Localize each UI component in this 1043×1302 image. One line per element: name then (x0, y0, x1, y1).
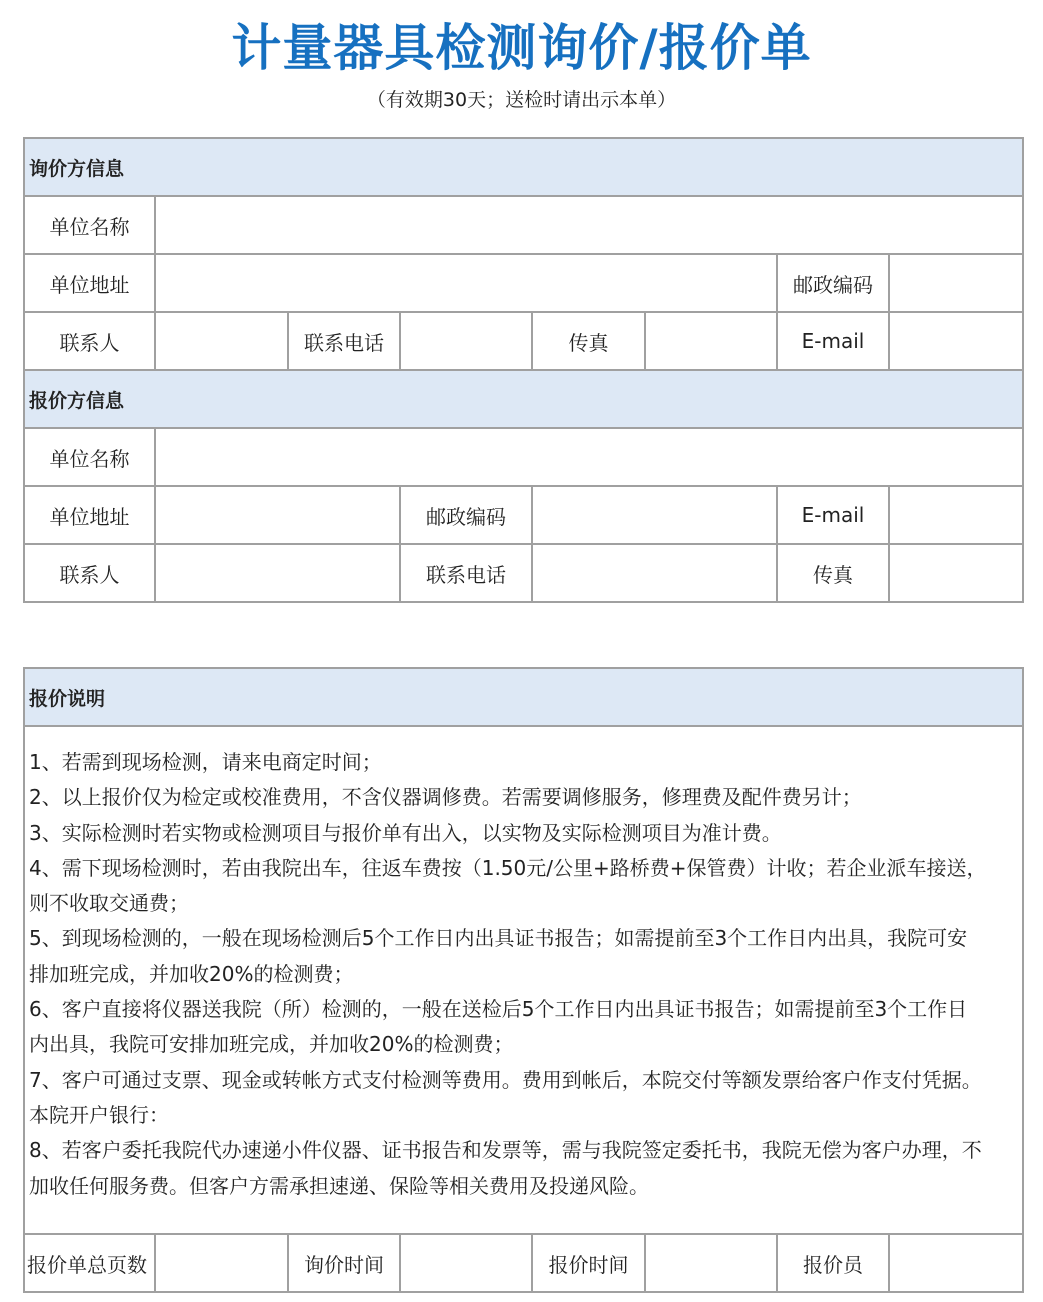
quoter-address-field[interactable] (155, 486, 400, 544)
quoter-email-field[interactable] (889, 486, 1023, 544)
label-email: E-mail (777, 312, 889, 370)
inquirer-phone-field[interactable] (400, 312, 532, 370)
label-unit-name: 单位名称 (24, 428, 155, 486)
party-info-table (23, 137, 1024, 603)
label-unit-name: 单位名称 (24, 196, 155, 254)
note-line: 则不收取交通费； (29, 891, 189, 916)
label-quoter: 报价员 (777, 1234, 889, 1292)
subtitle: （有效期30天；送检时请出示本单） (366, 89, 677, 111)
inquirer-contact-field[interactable] (155, 312, 288, 370)
inquirer-postcode-field[interactable] (889, 254, 1023, 312)
quoter-contact-field[interactable] (155, 544, 400, 602)
note-line: 7、客户可通过支票、现金或转帐方式支付检测等费用。费用到帐后，本院交付等额发票给客户作支付凭据。 (29, 1067, 982, 1092)
note-line: 6、客户直接将仪器送我院（所）检测的，一般在送检后5个工作日内出具证书报告；如需提前至3个工作日 (29, 997, 968, 1022)
quote-time-field[interactable] (645, 1234, 777, 1292)
inquirer-fax-field[interactable] (645, 312, 777, 370)
label-contact: 联系人 (24, 544, 155, 602)
label-unit-address: 单位地址 (24, 254, 155, 312)
note-line: 2、以上报价仅为检定或校准费用，不含仪器调修费。若需要调修服务，修理费及配件费另计； (29, 785, 862, 810)
notes-table (23, 667, 1024, 1293)
notes-body (24, 726, 1023, 1234)
total-pages-field[interactable] (155, 1234, 288, 1292)
note-line: 4、需下现场检测时，若由我院出车，往返车费按（1.50元/公里+路桥费+保管费）计收；若企业派车接送， (29, 855, 987, 880)
note-line: 8、若客户委托我院代办速递小件仪器、证书报告和发票等，需与我院签定委托书，我院无偿为客户办理，不 (29, 1138, 982, 1163)
quoter-phone-field[interactable] (532, 544, 777, 602)
label-postcode: 邮政编码 (400, 486, 532, 544)
label-contact: 联系人 (24, 312, 155, 370)
note-line: 加收任何服务费。但客户方需承担速递、保险等相关费用及投递风险。 (29, 1173, 649, 1198)
label-fax: 传真 (532, 312, 645, 370)
note-line: 内出具，我院可安排加班完成，并加收20%的检测费； (29, 1032, 514, 1057)
note-line: 1、若需到现场检测，请来电商定时间； (29, 750, 382, 774)
label-quote-time: 报价时间 (532, 1234, 645, 1292)
label-phone: 联系电话 (288, 312, 400, 370)
page-title: 计量器具检测询价/报价单 (231, 19, 812, 77)
label-phone: 联系电话 (400, 544, 532, 602)
note-line: 3、实际检测时若实物或检测项目与报价单有出入，以实物及实际检测项目为准计费。 (29, 820, 782, 845)
note-line: 5、到现场检测的，一般在现场检测后5个工作日内出具证书报告；如需提前至3个工作日内出具，我院可安 (29, 926, 968, 951)
inquirer-unit-name-field[interactable] (155, 196, 1023, 254)
quoter-fax-field[interactable] (889, 544, 1023, 602)
inquirer-section-header: 询价方信息 (24, 138, 1023, 196)
label-unit-address: 单位地址 (24, 486, 155, 544)
label-inquiry-time: 询价时间 (288, 1234, 400, 1292)
inquiry-time-field[interactable] (400, 1234, 532, 1292)
quoter-section-header: 报价方信息 (24, 370, 1023, 428)
label-email: E-mail (777, 486, 889, 544)
label-total-pages: 报价单总页数 (24, 1234, 155, 1292)
note-line: 本院开户银行： (29, 1102, 169, 1127)
inquirer-address-field[interactable] (155, 254, 777, 312)
label-fax: 传真 (777, 544, 889, 602)
notes-section-header: 报价说明 (24, 668, 1023, 726)
quoter-unit-name-field[interactable] (155, 428, 1023, 486)
quoter-field[interactable] (889, 1234, 1023, 1292)
note-line: 排加班完成，并加收20%的检测费； (29, 961, 354, 986)
label-postcode: 邮政编码 (777, 254, 889, 312)
inquirer-email-field[interactable] (889, 312, 1023, 370)
quoter-postcode-field[interactable] (532, 486, 777, 544)
